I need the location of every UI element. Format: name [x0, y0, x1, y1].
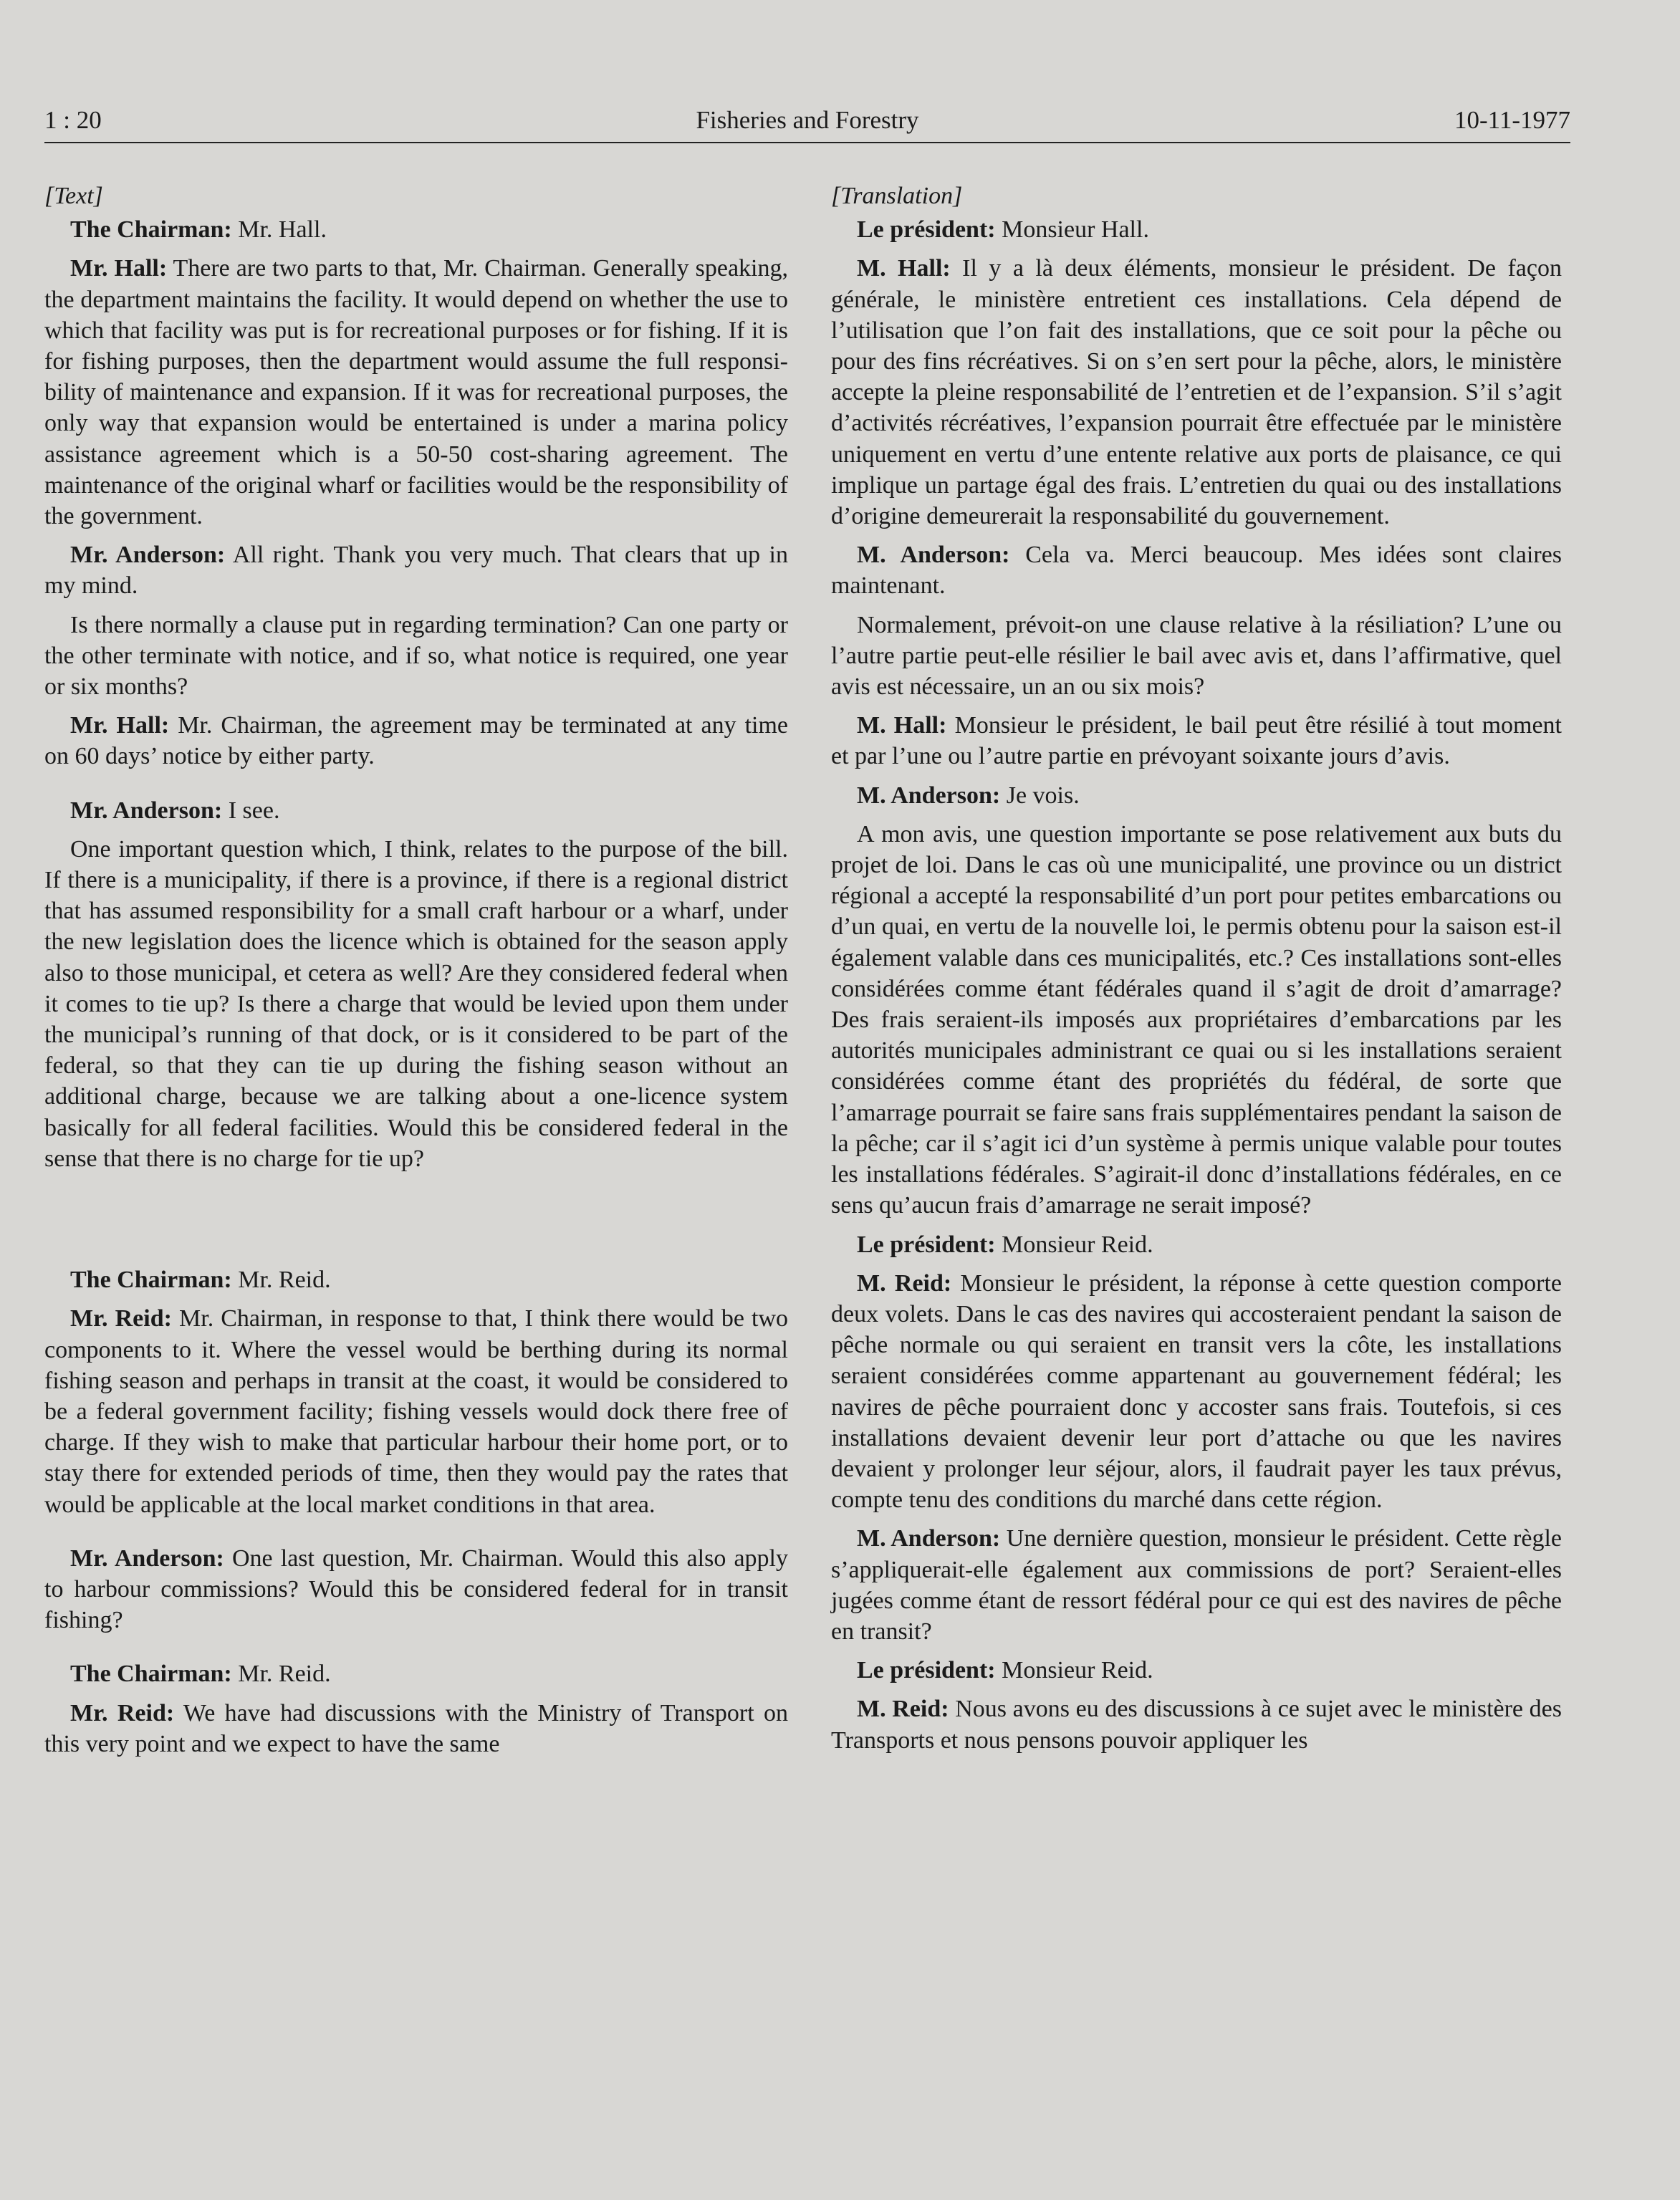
paragraph	[831, 610, 1562, 703]
paragraph-text: Mr. Chairman, the agreement may be terminated at any time on 60 days’ notice by either party.	[44, 712, 788, 770]
paragraph	[831, 1268, 1562, 1516]
paragraph	[831, 780, 1562, 811]
paragraph	[44, 1303, 788, 1519]
paragraph	[831, 539, 1562, 601]
paragraph	[44, 610, 788, 703]
paragraph	[44, 253, 788, 532]
page-date: 10-11-1977	[1454, 106, 1570, 134]
speaker-label: M. Anderson:	[857, 1525, 1001, 1552]
paragraph	[44, 710, 788, 772]
speaker-label: M. Hall:	[857, 712, 947, 739]
speaker-label: The Chairman:	[70, 1267, 232, 1294]
paragraph-text: Monsieur Hall.	[995, 216, 1149, 244]
paragraph	[831, 214, 1562, 245]
speaker-label: The Chairman:	[70, 216, 232, 244]
paragraph-text: Normalement, prévoit-on une clause relative à la résiliation? L’une ou l’autre partie peut-elle résilier le bail avec avis et, dans l’affirmative, quel avis est nécessaire, un an ou six mois?	[831, 611, 1562, 701]
speaker-label: The Chairman:	[70, 1661, 232, 1688]
speaker-label: Mr. Hall:	[70, 712, 170, 739]
paragraph-text: I see.	[222, 797, 280, 824]
speaker-label: Le président:	[857, 1657, 996, 1684]
french-column	[831, 181, 1562, 1764]
speaker-label: Mr. Reid:	[70, 1699, 175, 1726]
paragraph	[44, 1698, 788, 1759]
speaker-label: M. Reid:	[857, 1269, 952, 1297]
paragraph	[44, 1543, 788, 1636]
paragraph-text: Une dernière question, monsieur le président. Cette règle s’appliquerait-elle également aux commissions de port? Seraient-elles jugées comme étant de ressort fédéral pour ce qui est des navires de pêche en transit?	[831, 1525, 1562, 1645]
paragraph-text: Je vois.	[1000, 782, 1080, 809]
paragraph-text: Mr. Reid.	[231, 1267, 331, 1294]
speaker-label: M. Anderson:	[857, 782, 1001, 809]
speaker-label: Mr. Hall:	[70, 255, 168, 282]
paragraph-text: Il y a là deux éléments, monsieur le président. De façon générale, le ministère entretient ces installations. Cela dépend de l’utilisation que l’on fait des installations, que ce soit pour la pêche ou pour des fins récréatives. Si on s’en sert pour la pêche, alors, le ministère accepte la pleine responsabilité de l’entretien et de l’expansion. S’il s’agit d’activités récréatives, l’expansion pourrait être effectuée par le ministère uniquement en vertu d’une entente relative aux ports de plaisance, ce qui implique un partage égal des frais. L’entretien du quai ou des installations d’origine demeurerait la responsabilité du gouvernement.	[831, 255, 1562, 530]
speaker-label: Le président:	[857, 1231, 996, 1258]
section-tag-label: Translation	[840, 183, 954, 209]
page-header	[44, 100, 1570, 143]
paragraph	[44, 834, 788, 1174]
speaker-label: M. Hall:	[857, 255, 951, 282]
paragraph	[831, 1694, 1562, 1755]
paragraph-text: Mr. Chairman, in response to that, I think there would be two components to it. Where the vessel would be berthing during its normal fishing season and perhaps in transit at the coast, it would be considered to be a federal government facility; fishing vessels would dock there free of charge. If they wish to make that particular harbour their home port, or to stay there for extended periods of time, then they would pay the rates that would be applicable at the local market conditions in that area.	[44, 1305, 788, 1518]
paragraph-text: Is there normally a clause put in regarding termination? Can one party or the other terminate with notice, and if so, what notice is required, one year or six months?	[44, 611, 788, 701]
paragraph-text: Monsieur le président, le bail peut être résilié à tout moment et par l’une ou l’autre partie en prévoyant soixante jours d’avis.	[831, 712, 1562, 770]
paragraph-text: All right. Thank you very much. That clears that up in my mind.	[44, 542, 789, 600]
paragraph	[831, 1523, 1562, 1647]
paragraph-text: Monsieur Reid.	[995, 1231, 1153, 1258]
paragraph	[44, 214, 788, 245]
paragraph	[44, 1658, 788, 1689]
speaker-label: M. Reid:	[857, 1696, 949, 1723]
paragraph-text: Mr. Reid.	[231, 1661, 331, 1688]
paragraph	[831, 253, 1562, 532]
paragraph	[44, 1264, 788, 1295]
paragraph-text: We have had discussions with the Ministry of Transport on this very point and we expect to have the same	[44, 1699, 788, 1757]
paragraph-text: One important question which, I think, relates to the purpose of the bill. If there is a municipality, if there is a province, if there is a regional district that has assumed responsibility for a small craft harbour or a wharf, under the new legislation does the licence which is obtained for the season apply also to those municipal, et cetera as well? Are they considered federal when it comes to tie up? Is there a charge that would be levied upon them under the municipal’s running of that dock, or is it considered to be part of the federal, so that they can tie up during the fishing season without an additional charge, because we are talking about a one-licence system basically for all federal facilities. Would this be considered federal in the sense that there is no charge for tie up?	[44, 835, 788, 1172]
page-number: 1 : 20	[44, 106, 102, 134]
speaker-label: M. Anderson:	[857, 542, 1010, 569]
speaker-label: Mr. Anderson:	[70, 542, 226, 569]
paragraph-text: Monsieur Reid.	[995, 1657, 1153, 1684]
paragraph-text: Mr. Hall.	[231, 216, 327, 244]
paragraph	[44, 539, 788, 601]
speaker-label: Mr. Reid:	[70, 1305, 172, 1332]
speaker-label: Mr. Anderson:	[70, 1545, 224, 1572]
paragraph-text: There are two parts to that, Mr. Chairman. Generally speaking, the department maintains the facility. It would depend on whether the use to which that facility was put is for recreational purposes or for fishing. If it is for fishing purposes, then the department would assume the full responsibility of maintenance and expansion. If it was for recreational purposes, the only way that expansion would be entertained is under a marina policy assistance agreement which is a 50-50 cost-sharing agreement. The maintenance of the original wharf or facilities would be the responsibility of the government.	[44, 255, 788, 530]
section-tag: [Text]	[44, 183, 103, 209]
paragraph	[831, 1229, 1562, 1260]
section-tag: [Translation]	[831, 183, 963, 209]
paragraph-text: Monsieur le président, la réponse à cette question comporte deux volets. Dans le cas des navires qui accosteraient pendant la saison de pêche normale ou qui seraient en transit vers la côte, les installations seraient considérées comme appartenant au gouvernement fédéral; les navires de pêche pourraient donc y accoster sans frais. Toutefois, si ces installations devaient devenir leur port d’attache ou que les navires devaient y prolonger leur séjour, alors, il faudrait payer les taux prévus, compte tenu des conditions du marché dans cette région.	[831, 1269, 1562, 1514]
paragraph-text: Nous avons eu des discussions à ce sujet avec le ministère des Transports et nous pensons pouvoir appliquer les	[831, 1696, 1562, 1754]
speaker-label: Mr. Anderson:	[70, 797, 223, 824]
section-tag-label: Text	[54, 183, 94, 209]
paragraph	[831, 710, 1562, 772]
speaker-label: Le président:	[857, 216, 996, 244]
paragraph-text: Cela va. Merci beaucoup. Mes idées sont claires maintenant.	[831, 542, 1562, 600]
running-title: Fisheries and Forestry	[696, 106, 919, 134]
paragraph-text: One last question, Mr. Chairman. Would this also apply to harbour commissions? Would this be considered federal for in transit fishing?	[44, 1545, 788, 1634]
paragraph	[831, 819, 1562, 1221]
english-column	[44, 181, 788, 1767]
paragraph-text: A mon avis, une question importante se pose relativement aux buts du projet de loi. Dans le cas où une municipalité, une province ou un district régional a accepté la responsabilité d’un port pour petites embarcations ou d’un quai, en vertu de la nouvelle loi, le permis obtenu pour la saison est-il également valable dans ces municipalités, etc.? Ces installations sont-elles considérées comme étant fédérales quand il s’agit de droit d’amarrage? Des frais seraient-ils imposés aux propriétaires d’embarcations par les autorités municipales administrant ce quai ou si les installations seraient considérées comme étant des propriétés du fédéral, de sorte que l’amarrage pourrait se faire sans frais supplémentaires pendant la saison de la pêche; car il s’agit ici d’un système à permis unique valable pour toutes les installations fédérales. S’agirait-il donc d’installations fédérales, en ce sens qu’aucun frais d’amarrage ne serait imposé?	[831, 820, 1562, 1219]
paragraph	[831, 1655, 1562, 1686]
paragraph	[44, 795, 788, 826]
